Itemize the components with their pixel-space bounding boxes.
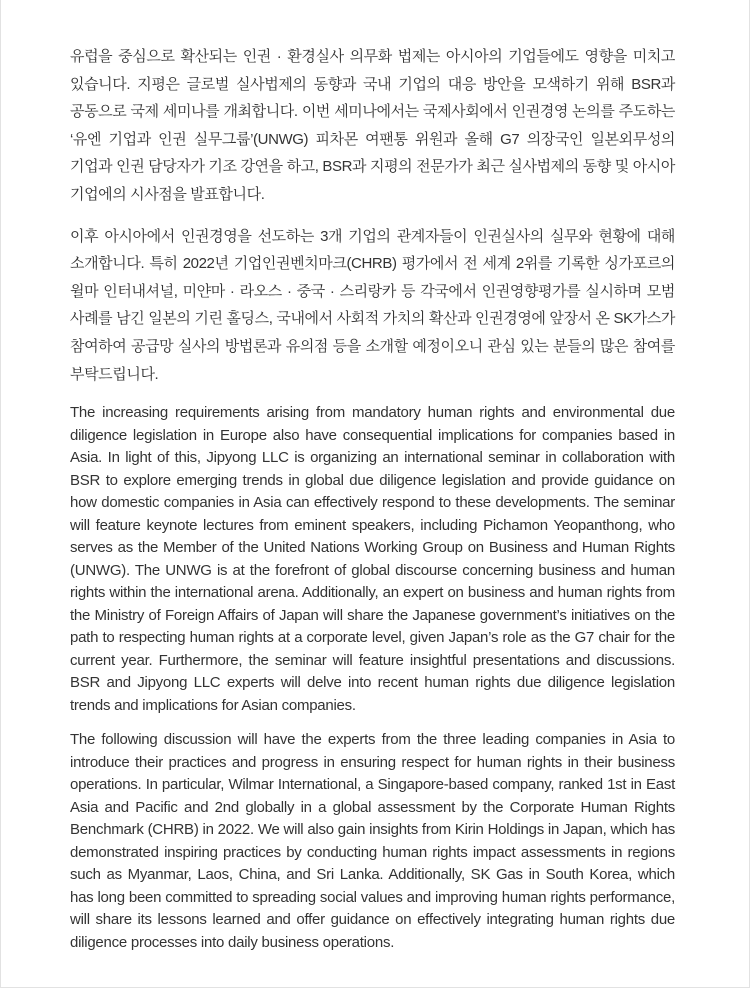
english-paragraph-intro: The increasing requirements arising from mandatory human rights and environmental due diligence legislation in Europe also have consequential implications for companies based in Asia. In light of this, Jipyong LLC is organizing an international seminar in collaboration with BSR to explore emerging trends in global due diligence legislation and provide guidance on how domestic companies in Asia can effectively respond to these developments. The seminar will feature keynote lectures from eminent speakers, including Pichamon Yeopanthong, who serves as the Member of the United Nations Working Group on Business and Human Rights (UNWG). The UNWG is at the forefront of global discourse concerning business and human rights within the international arena. Additionally, an expert on business and human rights from the Ministry of Foreign Affairs of Japan will share the Japanese government’s initiatives on the path to respecting human rights at a corporate level, given Japan’s role as the G7 chair for the current year. Furthermore, the seminar will feature insightful presentations and discussions. BSR and Jipyong LLC experts will delve into recent human rights due diligence legislation trends and implications for Asian companies.	[70, 404, 675, 714]
english-paragraph-companies: The following discussion will have the experts from the three leading companies in Asia to introduce their practices and progress in ensuring respect for human rights in their business operations. In particular, Wilmar International, a Singapore-based company, ranked 1st in East Asia and Pacific and 2nd globally in a global assessment by the Corporate Human Rights Benchmark (CHRB) in 2022. We will also gain insights from Kirin Holdings in Japan, which has demonstrated inspiring practices by conducting human rights impact assessments in regions such as Myanmar, Laos, China, and Sri Lanka. Additionally, SK Gas in South Korea, which has long been committed to spreading social values and improving human rights performance, will share its lessons learned and offer guidance on effectively integrating human rights due diligence processes into daily business operations.	[70, 731, 675, 951]
korean-paragraph-intro: 유럽을 중심으로 확산되는 인권 · 환경실사 의무화 법제는 아시아의 기업들에도 영향을 미치고 있습니다. 지평은 글로벌 실사법제의 동향과 국내 기업의 대응 방안을 모색하기 위해 BSR과 공동으로 국제 세미나를 개최합니다. 이번 세미나에서는 국제사회에서 인권경영 논의를 주도하는 ‘유엔 기업과 인권 실무그룹’(UNWG) 피차몬 여팬통 위원과 올해 G7 의장국인 일본외무성의 기업과 인권 담당자가 기조 강연을 하고, BSR과 지평의 전문가가 최근 실사법제의 동향 및 아시아 기업에의 시사점을 발표합니다.	[70, 48, 675, 203]
seminar-announcement	[70, 43, 675, 966]
korean-paragraph-companies: 이후 아시아에서 인권경영을 선도하는 3개 기업의 관계자들이 인권실사의 실무와 현황에 대해 소개합니다. 특히 2022년 기업인권벤치마크(CHRB) 평가에서 전 세계 2위를 기록한 싱가포르의 윌마 인터내셔널, 미얀마 · 라오스 · 중국 · 스리랑카 등 각국에서 인권영향평가를 실시하며 모범 사례를 남긴 일본의 기린 홀딩스, 국내에서 사회적 가치의 확산과 인권경영에 앞장서 온 SK가스가 참여하여 공급망 실사의 방법론과 유의점 등을 소개할 예정이오니 관심 있는 분들의 많은 참여를 부탁드립니다.	[70, 227, 675, 383]
